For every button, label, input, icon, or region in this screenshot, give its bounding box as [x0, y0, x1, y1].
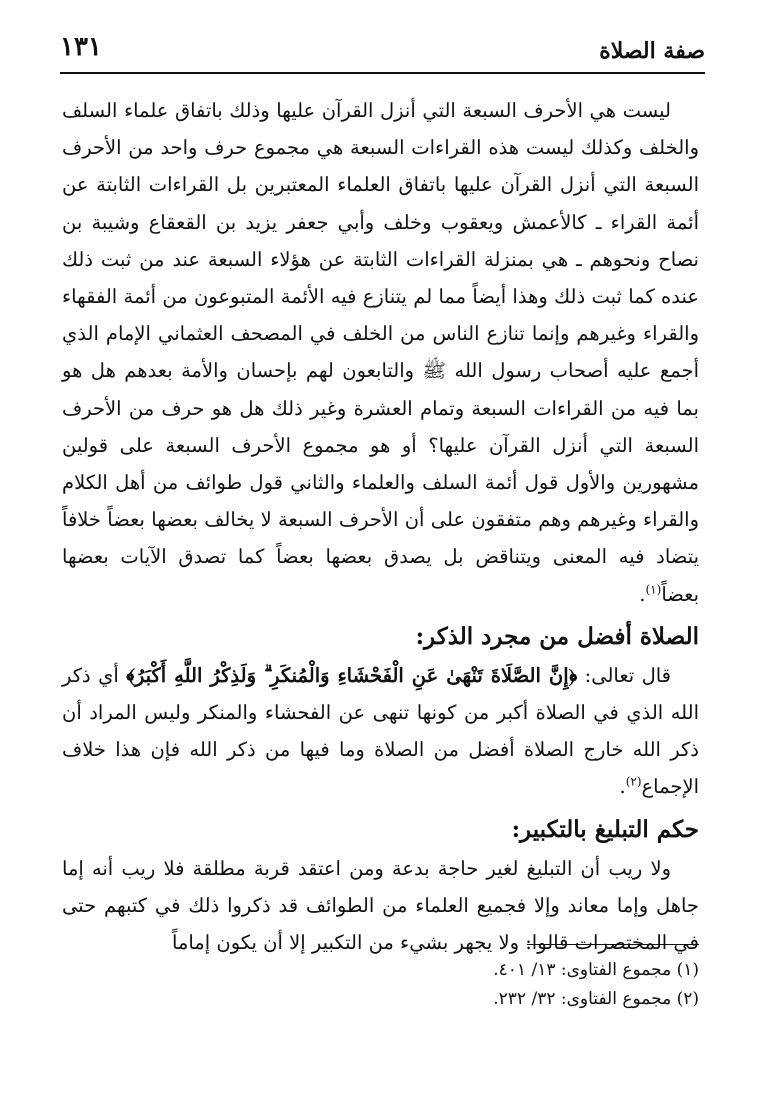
footnote-divider: [527, 944, 699, 945]
section-text: ولا ريب أن التبليغ لغير حاجة بدعة ومن اعتقد قربة مطلقة فلا ريب أنه إما جاهل وإما معاند وإلا فجميع العلماء من الطوائف قد ذكروا ذلك في كتبهم حتى في المختصرات قالوا: ولا يجهر بشيء من التكبير إلا أن يكون إماماً: [62, 856, 699, 955]
footnotes: [199, 956, 699, 1014]
quran-verse: ﴿إِنَّ الصَّلَاةَ تَنْهَىٰ عَنِ الْفَحْشَاءِ وَالْمُنكَرِ ۗ وَلَذِكْرُ اللَّهِ أَكْبَرُ﴾: [126, 663, 578, 687]
book-title: صفة الصلاة: [599, 38, 705, 64]
paragraph-end-mark: .: [639, 582, 646, 606]
running-header: [60, 28, 705, 68]
footnote-reference-2: (٢): [625, 774, 642, 789]
header-divider: [60, 72, 705, 74]
section-end-mark: .: [619, 775, 626, 799]
paragraph-text: ليست هي الأحرف السبعة التي أنزل القرآن عليها وذلك باتفاق علماء السلف والخلف وكذلك ليست هذه القراءات السبعة هي مجموع حرف واحد من الأحرف السبعة التي أنزل القرآن عليها باتفاق العلماء المعتبرين بل القراءات الثابتة عن أئمة القراء ـ كالأعمش ويعقوب وخلف وأبي جعفر يزيد بن القعقاع وشيبة بن نصاح ونحوهم ـ هي بمنزلة القراءات الثابتة عن هؤلاء السبعة عند من ثبت ذلك عنده كما ثبت ذلك وهذا أيضاً مما لم يتنازع فيه الأئمة المتبوعون من أئمة الفقهاء والقراء وغيرهم وإنما تنازع الناس من الخلف في المصحف العثماني الإمام الذي أجمع عليه أصحاب رسول الله ﷺ والتابعون لهم بإحسان والأمة بعدهم هل هو بما فيه من القراءات السبعة وتمام العشرة وغير ذلك هل هو حرف من الأحرف السبعة التي أنزل القرآن عليها؟ أو هو مجموع الأحرف السبعة على قولين مشهورين والأول قول أئمة السلف والعلماء والثاني قول طوائف من أهل الكلام والقراء وغيرهم وهم متفقون على أن الأحرف السبعة لا يخالف بعضها بعضاً خلافاً يتضاد فيه المعنى ويتناقض بل يصدق بعضها بعضاً كما تصدق الآيات بعضها بعضاً: [62, 99, 699, 606]
section-heading-takbir: حكم التبليغ بالتكبير:: [511, 815, 699, 843]
page-number: ١٣١: [60, 32, 102, 62]
page-content: [62, 92, 699, 961]
section-text: أي ذكر الله الذي في الصلاة أكبر من كونها تنهى عن الفحشاء والمنكر وليس المراد أن ذكر الله خارج الصلاة أفضل من الصلاة وما فيها من ذكر الله فإن هذا خلاف الإجماع: [62, 663, 699, 799]
section-paragraph-prayer-vs-dhikr: [62, 657, 699, 806]
footnote-1: (١) مجموع الفتاوى: ١٣/ ٤٠١.: [493, 960, 699, 980]
footnote-2: (٢) مجموع الفتاوى: ٣٢/ ٢٣٢.: [493, 989, 699, 1009]
verse-intro: قال تعالى:: [584, 663, 671, 687]
body-paragraph: [62, 92, 699, 613]
footnote-reference-1: (١): [645, 582, 662, 597]
section-heading-prayer-vs-dhikr: الصلاة أفضل من مجرد الذكر:: [415, 622, 699, 650]
